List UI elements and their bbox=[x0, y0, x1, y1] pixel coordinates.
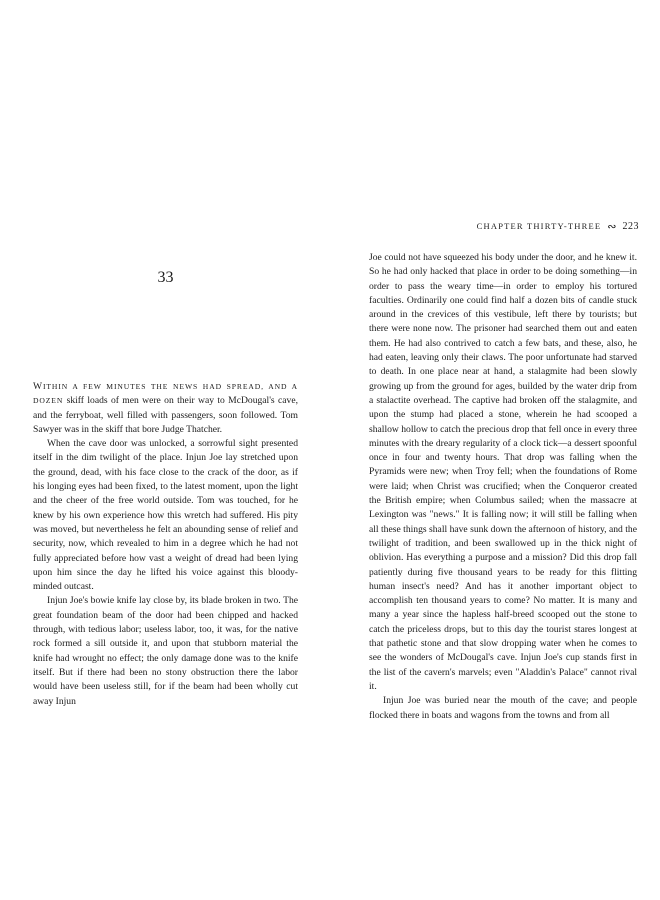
right-page bbox=[330, 0, 660, 900]
continued-paragraph: Joe could not have squeezed his body under the door, and he knew it. So he had only hacked that place in order to be doing something—in order to pass the weary time—in order to employ his tortured faculties. Ordinarily one could find half a dozen bits of candle stuck around in the crevices of this vestibule, left there by tourists; but there were none now. The prisoner had searched them out and eaten them. He had also contrived to catch a few bats, and these, also, he had eaten, leaving only their claws. The poor unfortunate had starved to death. In one place near at hand, a stalagmite had been slowly growing up from the ground for ages, builded by the water drip from a stalactite overhead. The captive had broken off the stalagmite, and upon the stump had placed a stone, wherein he had scooped a shallow hollow to catch the precious drop that fell once in every three minutes with the dreary regularity of a clock tick—a dessert spoonful once in four and twenty hours. That drop was falling when the Pyramids were new; when Troy fell; when the foundations of Rome were laid; when Christ was crucified; when the Conqueror created the British empire; when Columbus sailed; when the massacre at Lexington was "news." It is falling now; it will still be falling when all these things shall have sunk down the afternoon of history, and the twilight of tradition, and been swallowed up in the thick night of oblivion. Has everything a purpose and a mission? Did this drop fall patiently during five thousand years to be ready for this flitting human insect's need? And has it another important object to accomplish ten thousand years to come? No matter. It is many and many a year since the hapless half-breed scooped out the stone to catch the priceless drops, but to this day the tourist stares longest at that pathetic stone and that slow dropping water when he comes to see the wonders of McDougal's cave. Injun Joe's cup stands first in the list of the cavern's marvels; even "Aladdin's Palace" cannot rival it. bbox=[369, 252, 638, 692]
opening-initial: W bbox=[33, 381, 43, 392]
running-head-title: CHAPTER THIRTY-THREE bbox=[476, 221, 602, 231]
page-number: 223 bbox=[622, 221, 639, 232]
chapter-number: 33 bbox=[157, 269, 174, 286]
paragraph: Injun Joe's bowie knife lay close by, its blade broken in two. The great foundation beam of the door had been chipped and hacked through, with tedious labor; useless labor, too, it was, for the native rock formed a sill outside it, and upon that stubborn material the knife had wrought no effect; the only damage done was to the knife itself. But if there had been no stony obstruction there the labor would have been useless still, for if the beam had been wholly cut away Injun bbox=[33, 595, 298, 707]
left-page-text bbox=[33, 380, 298, 709]
running-head bbox=[477, 220, 639, 233]
paragraph: Injun Joe was buried near the mouth of the cave; and people flocked there in boats and wagons from the towns and from all bbox=[369, 695, 637, 721]
right-page-text bbox=[369, 251, 637, 723]
paragraph: When the cave door was unlocked, a sorrowful sight presented itself in the dim twilight of the place. Injun Joe lay stretched upon the ground, dead, with his face close to the crack of the door, as if his longing eyes had been fixed, to the latest moment, upon the light and the cheer of the free world outside. Tom was touched, for he knew by his own experience how this wretch had suffered. His pity was moved, but nevertheless he felt an abounding sense of relief and security, now, which revealed to him in a degree which he had not fully appreciated before how vast a weight of dread had been lying upon him since the day he lifted his voice against this bloody-minded outcast. bbox=[33, 438, 298, 593]
opening-smallcaps: ITHIN A FEW MINUTES THE NEWS HAD SPREAD, AND A DOZEN bbox=[33, 382, 298, 406]
opening-paragraph-body: skiff loads of men were on their way to McDougal's cave, and the ferryboat, well filled with passengers, soon followed. Tom Sawyer was in the skiff that bore Judge Thatcher. bbox=[33, 395, 298, 435]
opening-paragraph bbox=[33, 380, 298, 437]
wave-ornament-icon: ∾ bbox=[607, 221, 617, 233]
